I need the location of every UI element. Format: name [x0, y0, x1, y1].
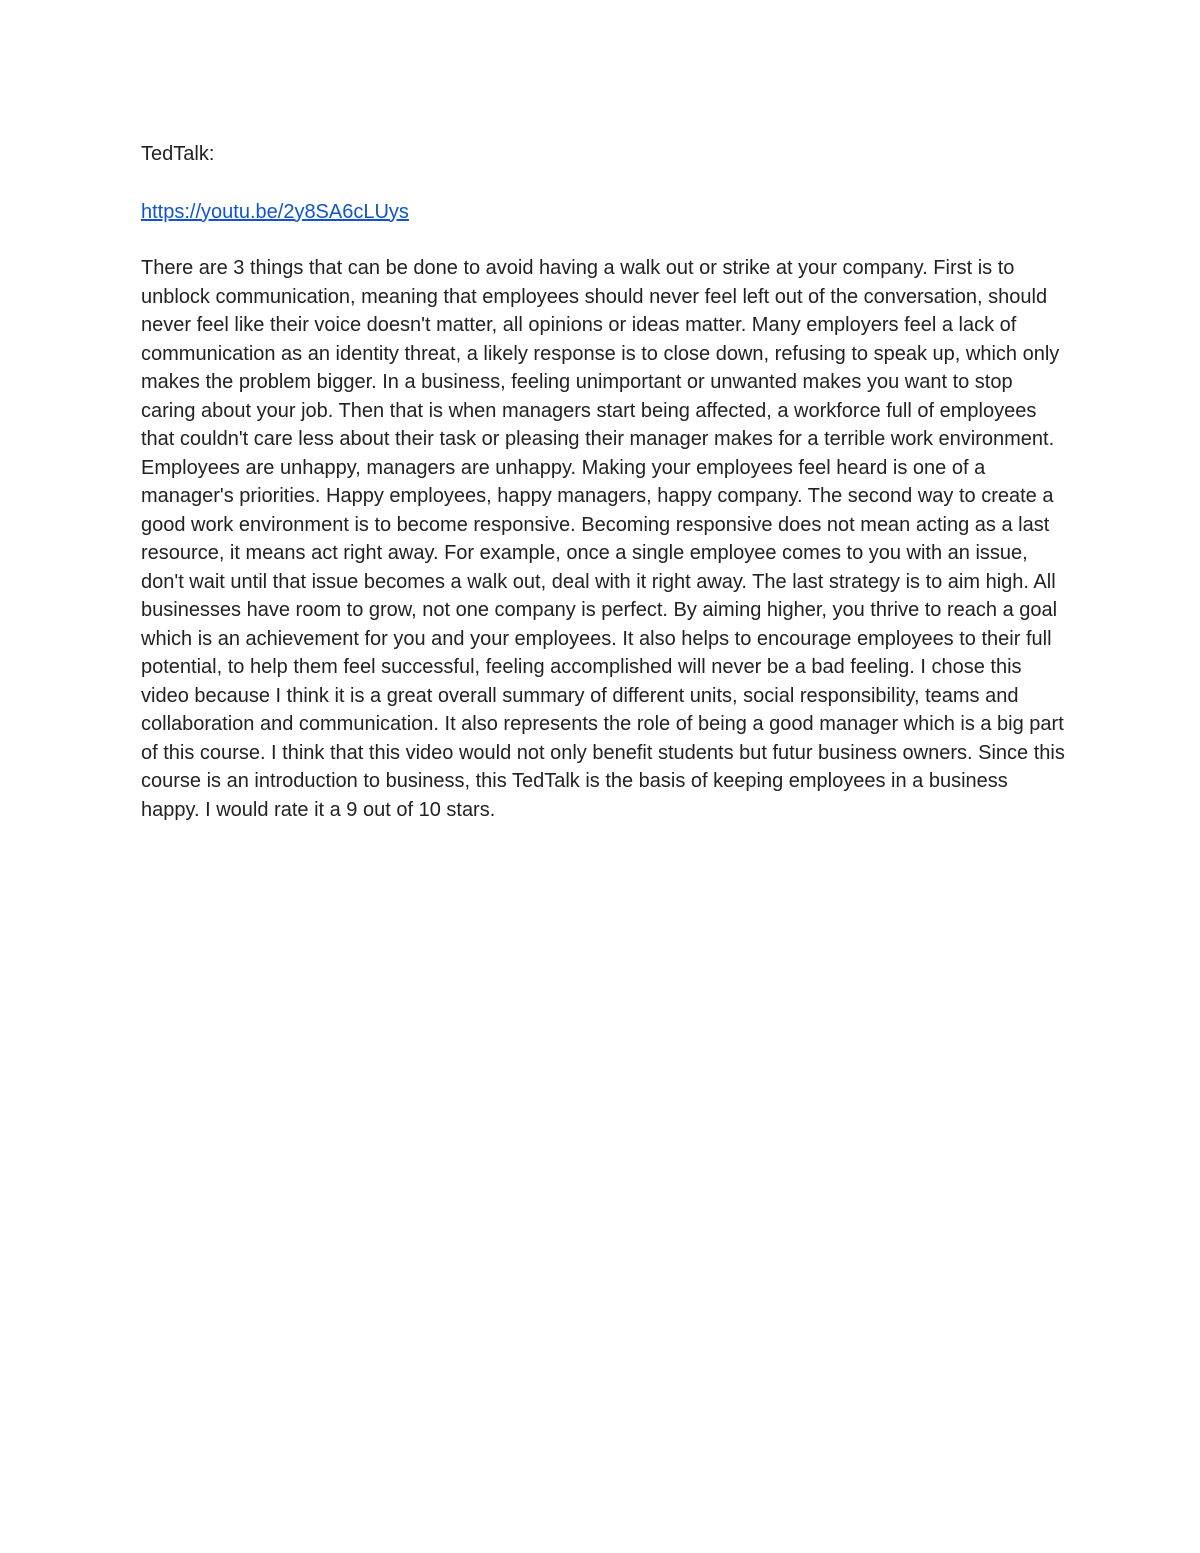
youtube-link[interactable]: https://youtu.be/2y8SA6cLUys — [141, 200, 409, 223]
document-content — [141, 140, 1066, 824]
body-paragraph: There are 3 things that can be done to avoid having a walk out or strike at your company. First is to unblock communication, meaning that employees should never feel left out of the conversation, should never feel like their voice doesn't matter, all opinions or ideas matter. Many employers feel a lack of communication as an identity threat, a likely response is to close down, refusing to speak up, which only makes the problem bigger. In a business, feeling unimportant or unwanted makes you want to stop caring about your job. Then that is when managers start being affected, a workforce full of employees that couldn't care less about their task or pleasing their manager makes for a terrible work environment. Employees are unhappy, managers are unhappy. Making your employees feel heard is one of a manager's priorities. Happy employees, happy managers, happy company. The second way to create a good work environment is to become responsive. Becoming responsive does not mean acting as a last resource, it means act right away. For example, once a single employee comes to you with an issue, don't wait until that issue becomes a walk out, deal with it right away. The last strategy is to aim high. All businesses have room to grow, not one company is perfect. By aiming higher, you thrive to reach a goal which is an achievement for you and your employees. It also helps to encourage employees to their full potential, to help them feel successful, feeling accomplished will never be a bad feeling. I chose this video because I think it is a great overall summary of different units, social responsibility, teams and collaboration and communication. It also represents the role of being a good manager which is a big part of this course. I think that this video would not only benefit students but futur business owners. Since this course is an introduction to business, this TedTalk is the basis of keeping employees in a business happy. I would rate it a 9 out of 10 stars. — [141, 257, 1065, 821]
document-heading: TedTalk: — [141, 143, 215, 165]
link-line — [141, 198, 1066, 227]
